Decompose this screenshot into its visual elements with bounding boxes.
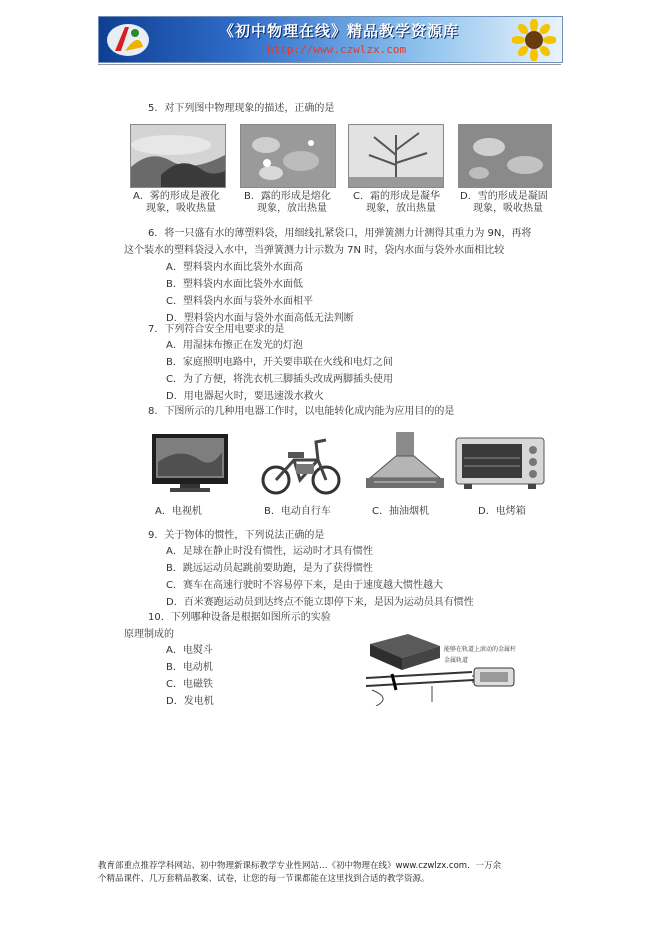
q5-option-b: B．露的形成是熔化 现象，放出热量: [244, 191, 331, 214]
q10-option-a: A．电熨斗: [166, 645, 213, 656]
q9-option-c: C．赛车在高速行驶时不容易停下来，是由于速度越大惯性越大: [166, 580, 443, 591]
q10-figure-label-rail: 金属轨道: [444, 657, 469, 664]
footer-line1: 教育部重点推荐学科网站、初中物理新课标教学专业性网站…《初中物理在线》www.czwlzx.com．一万余: [98, 861, 502, 871]
q7-option-c: C．为了方便，将洗衣机三脚插头改成两脚插头使用: [166, 374, 393, 385]
q7-option-b: B．家庭照明电路中，开关要串联在火线和电灯之间: [166, 357, 393, 368]
header-divider: [98, 64, 561, 65]
q10-option-d: D．发电机: [166, 696, 214, 707]
electric-bicycle-image: [260, 430, 342, 496]
site-logo-icon: [105, 21, 151, 59]
q7-option-d: D．用电器起火时，要迅速泼水救火: [166, 391, 324, 402]
q7-question: 7．下列符合安全用电要求的是: [148, 324, 285, 335]
footer-line2: 个精品课件、几万套精品教案、试卷，让您的每一节课都能在这里找到合适的教学资源。: [98, 874, 430, 884]
q8-option-c: C．抽油烟机: [372, 506, 429, 517]
q6-option-d: D．塑料袋内水面与袋外水面高低无法判断: [166, 313, 354, 324]
q10-line2: 原理制成的: [124, 629, 174, 640]
dew-photo: [240, 124, 336, 188]
q9-option-a: A．足球在静止时没有惯性，运动时才具有惯性: [166, 546, 373, 557]
q6-option-b: B．塑料袋内水面比袋外水面低: [166, 279, 303, 290]
q8-option-d: D．电烤箱: [478, 506, 526, 517]
site-title: 《初中物理在线》精品教学资源库: [219, 22, 460, 40]
fog-photo: [130, 124, 226, 188]
snow-photo: [458, 124, 552, 188]
q5-question: 5．对下列图中物理现象的描述，正确的是: [148, 103, 335, 114]
q8-option-b: B．电动自行车: [264, 506, 331, 517]
footer-note: [98, 860, 578, 886]
experiment-diagram: [362, 630, 522, 706]
header-banner: [98, 16, 563, 63]
q10-figure-label-rod: 能够在轨道上滚动的金属杆: [444, 646, 517, 653]
q7-option-a: A．用湿抹布擦正在发光的灯泡: [166, 340, 303, 351]
q10-line1: 10．下列哪种设备是根据如图所示的实验: [148, 612, 331, 623]
q5-option-d: D．雪的形成是凝固 现象，吸收热量: [460, 191, 548, 214]
q8-question: 8．下图所示的几种用电器工作时，以电能转化成内能为应用目的的是: [148, 406, 455, 417]
q10-option-c: C．电磁铁: [166, 679, 213, 690]
q9-option-d: D．百米赛跑运动员到达终点不能立即停下来，是因为运动员具有惯性: [166, 597, 474, 608]
q8-option-a: A．电视机: [155, 506, 202, 517]
q10-option-b: B．电动机: [166, 662, 213, 673]
q9-option-b: B．跳远运动员起跳前要助跑，是为了获得惯性: [166, 563, 373, 574]
range-hood-image: [362, 430, 448, 494]
q5-option-a: A．雾的形成是液化 现象，吸收热量: [133, 191, 220, 214]
q6-option-a: A．塑料袋内水面比袋外水面高: [166, 262, 303, 273]
sunflower-icon: [512, 19, 556, 61]
television-image: [150, 432, 230, 494]
q6-option-c: C．塑料袋内水面与袋外水面相平: [166, 296, 313, 307]
frost-photo: [348, 124, 444, 188]
electric-oven-image: [454, 434, 546, 492]
site-url[interactable]: http://www.czwlzx.com: [267, 43, 407, 56]
q6-line1: 6．将一只盛有水的薄塑料袋，用细线扎紧袋口，用弹簧测力计测得其重力为 9N，再将: [148, 228, 532, 239]
q6-line2: 这个装水的塑料袋浸入水中，当弹簧测力计示数为 7N 时，袋内水面与袋外水面相比较: [124, 245, 505, 256]
q5-option-c: C．霜的形成是凝华 现象，放出热量: [353, 191, 440, 214]
q9-question: 9．关于物体的惯性，下列说法正确的是: [148, 530, 325, 541]
